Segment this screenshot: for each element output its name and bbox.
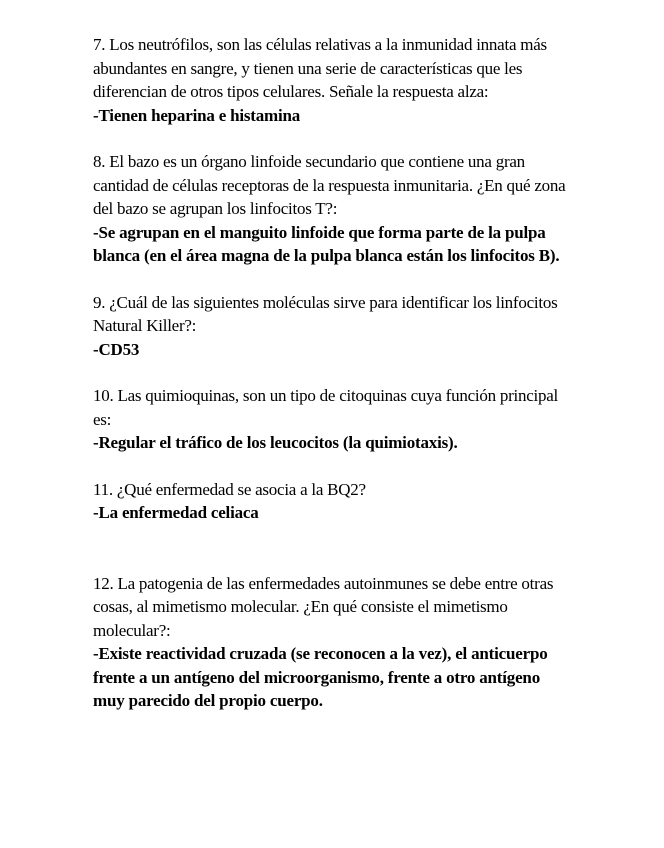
- answer-text: -Existe reactividad cruzada (se reconocen a la vez), el anticuerpo frente a un antígeno del microorganismo, frente a otro antígeno muy parecido del propio cuerpo.: [93, 644, 548, 710]
- question-text: 7. Los neutrófilos, son las células relativas a la inmunidad innata más abundantes en sangre, y tienen una serie de características que les diferencian de otros tipos celulares. Señale la respuesta alza:: [93, 35, 547, 101]
- question-text: 8. El bazo es un órgano linfoide secundario que contiene una gran cantidad de células receptoras de la respuesta inmunitaria. ¿En qué zona del bazo se agrupan los linfocitos T?:: [93, 152, 566, 218]
- question-block-10: [93, 384, 573, 455]
- answer-text: -La enfermedad celiaca: [93, 503, 259, 522]
- answer-text: -Se agrupan en el manguito linfoide que forma parte de la pulpa blanca (en el área magna de la pulpa blanca están los linfocitos B).: [93, 222, 560, 265]
- answer-text: -Regular el tráfico de los leucocitos (la quimiotaxis).: [93, 433, 458, 452]
- question-text: 11. ¿Qué enfermedad se asocia a la BQ2?: [93, 479, 366, 499]
- answer-text: -Tienen heparina e histamina: [93, 105, 301, 125]
- question-text: 12. La patogenia de las enfermedades autoinmunes se debe entre otras cosas, al mimetismo molecular. ¿En qué consiste el mimetismo molecular?:: [93, 573, 554, 640]
- question-block-9: [93, 291, 573, 362]
- question-block-12: [93, 572, 573, 713]
- document-page: [93, 33, 573, 713]
- question-text: 10. Las quimioquinas, son un tipo de citoquinas cuya función principal es:: [93, 386, 559, 429]
- question-text: 9. ¿Cuál de las siguientes moléculas sirve para identificar los linfocitos Natural Killer?:: [93, 292, 558, 335]
- question-block-7: [93, 33, 573, 127]
- question-block-11: [93, 478, 573, 525]
- question-block-8: [93, 150, 573, 268]
- answer-text: -CD53: [93, 339, 140, 359]
